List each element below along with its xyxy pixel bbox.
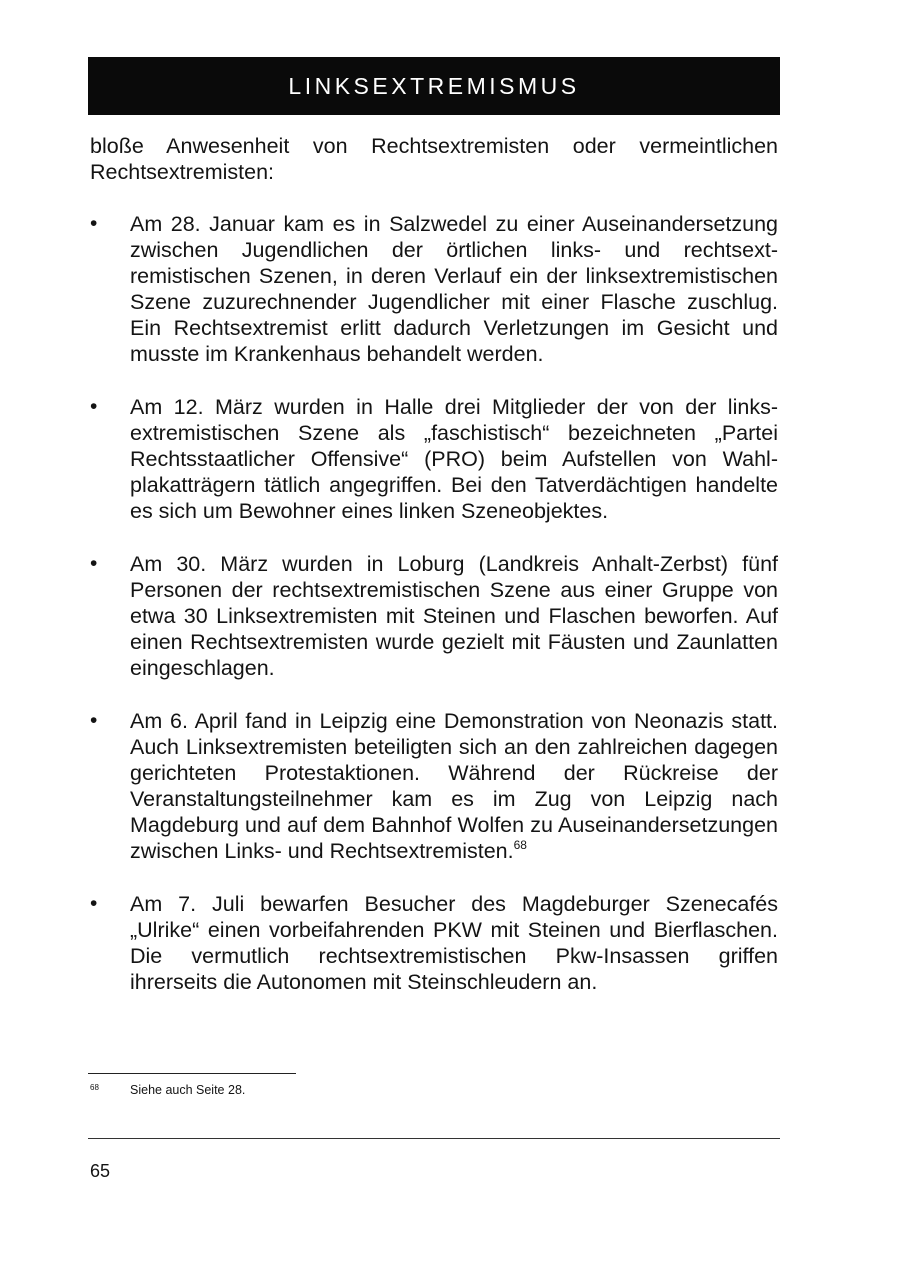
bullet-icon: •: [90, 552, 98, 575]
page-number: 65: [90, 1161, 111, 1181]
footnote-reference[interactable]: 68: [513, 838, 527, 852]
list-item: [90, 708, 778, 864]
page-body: [90, 133, 778, 1022]
bullet-icon: •: [90, 395, 98, 418]
list-item-text: Am 7. Juli bewarfen Besucher des Magdeburger Szenecafés „Ulrike“ einen vorbeifahrenden PKW mit Steinen und Bierflaschen. Die vermutlich rechtsextremistischen Pkw-Insassen griffen ihrerseits die Autonomen mit Steinschleudern an.: [130, 892, 778, 994]
list-item-text: [130, 708, 778, 864]
list-item: [90, 211, 778, 367]
footnote-divider: [88, 1073, 296, 1074]
page-footer-divider: [88, 1138, 780, 1139]
list-item-text: Am 30. März wurden in Loburg (Landkreis Anhalt-Zerbst) fünf Personen der rechtsextremistischen Szene aus einer Gruppe von etwa 30 Linksextremisten mit Steinen und Flaschen beworfen. Auf einen Rechtsextremisten wurde gezielt mit Fäusten und Zaunlatten eingeschlagen.: [130, 552, 778, 680]
bullet-icon: •: [90, 892, 98, 915]
chapter-title: LINKSEXTREMISMUS: [288, 72, 580, 99]
intro-paragraph: bloße Anwesenheit von Rechtsextremisten oder vermeintlichen Rechtsextremisten:: [90, 134, 778, 184]
bullet-icon: •: [90, 212, 98, 235]
incident-list: [90, 211, 778, 995]
list-item: [90, 891, 778, 995]
footnote: [90, 1083, 245, 1097]
list-item-text: Am 12. März wurden in Halle drei Mitglieder der von der linksextremistischen Szene als „faschistisch“ bezeichneten „Partei Rechtsstaatlicher Offensive“ (PRO) beim Aufstellen von Wahlplakatträgern tätlich angegriffen. Bei den Tatverdächtigen handelte es sich um Bewohner eines linken Szeneobjektes.: [130, 395, 778, 523]
bullet-icon: •: [90, 709, 98, 732]
list-item-text-body: Am 6. April fand in Leipzig eine Demonstration von Neonazis statt. Auch Linksextremisten beteiligten sich an den zahlreichen dagegen gerichteten Protestaktionen. Während der Rückreise der Veranstaltungsteilnehmer kam es im Zug von Leipzig nach Magdeburg und auf dem Bahnhof Wolfen zu Auseinandersetzungen zwischen Links- und Rechtsextremisten.: [130, 709, 778, 863]
list-item-text: Am 28. Januar kam es in Salzwedel zu einer Auseinandersetzung zwischen Jugendlichen der örtlichen links- und rechtsextremistischen Szenen, in deren Verlauf ein der linksextremistischen Szene zuzurechnender Jugendlicher mit einer Flasche zuschlug. Ein Rechtsextremist erlitt dadurch Verletzungen im Gesicht und musste im Krankenhaus behandelt werden.: [130, 212, 778, 366]
list-item: [90, 394, 778, 524]
footnote-number: 68: [90, 1083, 99, 1092]
footnote-text: Siehe auch Seite 28.: [130, 1083, 246, 1097]
list-item: [90, 551, 778, 681]
chapter-header-bar: [88, 57, 780, 115]
